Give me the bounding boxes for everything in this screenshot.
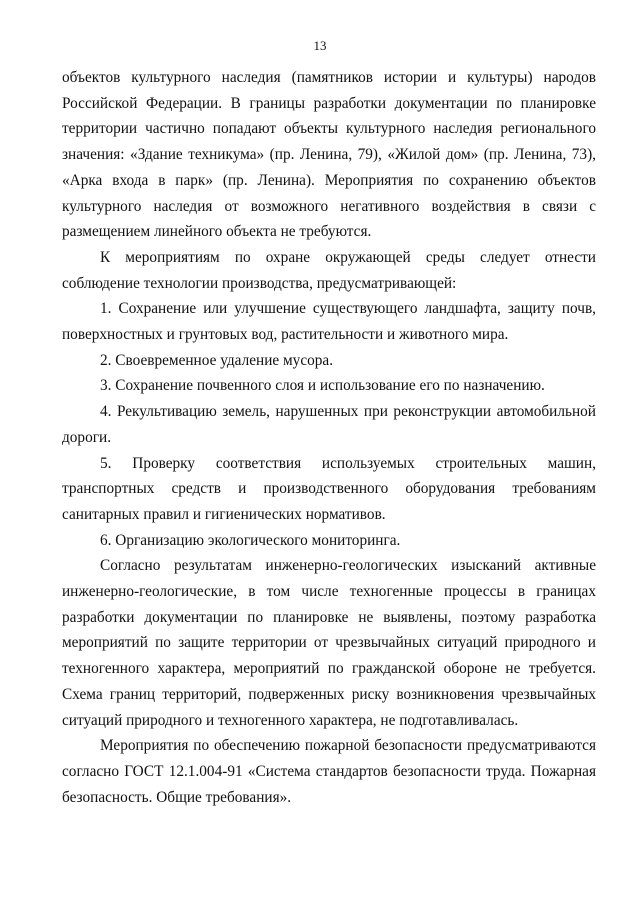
list-item-garbage: 2. Своевременное удаление мусора. [100,351,334,369]
list-item-compliance-check: 5. Проверку соответствия используемых строительных машин, транспортных средств и производственного оборудования требованиям санитарных правил и гигиенических нормативов. [62,454,596,523]
paragraph-environment-measures: К мероприятиям по охране окружающей среды следует отнести соблюдение технологии производства, предусматривающей: [62,248,596,292]
paragraph-cultural-heritage: объектов культурного наследия (памятников истории и культуры) народов Российской Федерации. В границы разработки документации по планировке территории частично попадают объекты культурного наследия регионального значения: «Здание техникума» (пр. Ленина, 79), «Жилой дом» (пр. Ленина, 73), «Арка входа в парк» (пр. Ленина). Мероприятия по сохранению объектов культурного наследия от возможного негативного воздействия в связи с размещением линейного объекта не требуются. [62,69,596,241]
document-body [62,65,596,810]
list-item-soil-layer: 3. Сохранение почвенного слоя и использование его по назначению. [100,377,545,395]
paragraph-fire-safety: Мероприятия по обеспечению пожарной безопасности предусматриваются согласно ГОСТ 12.1.004-91 «Система стандартов безопасности труда. Пожарная безопасность. Общие требования». [62,737,596,806]
list-item-monitoring: 6. Организацию экологического мониторинга. [100,531,401,549]
page-number: 13 [313,38,327,53]
list-item-recultivation: 4. Рекультивацию земель, нарушенных при реконструкции автомобильной дороги. [62,403,596,446]
list-item-landscape: 1. Сохранение или улучшение существующего ландшафта, защиту почв, поверхностных и грунтовых вод, растительности и животного мира. [62,300,596,344]
paragraph-geology: Согласно результатам инженерно-геологических изысканий активные инженерно-геологические, в том числе техногенные процессы в границах разработки документации по планировке не выявлены, поэтому разработка мероприятий по защите территории от чрезвычайных ситуаций природного и техногенного характера, мероприятий по гражданской обороне не требуется. Схема границ территорий, подверженных риску возникновения чрезвычайных ситуаций природного и техногенного характера, не подготавливалась. [62,557,596,729]
